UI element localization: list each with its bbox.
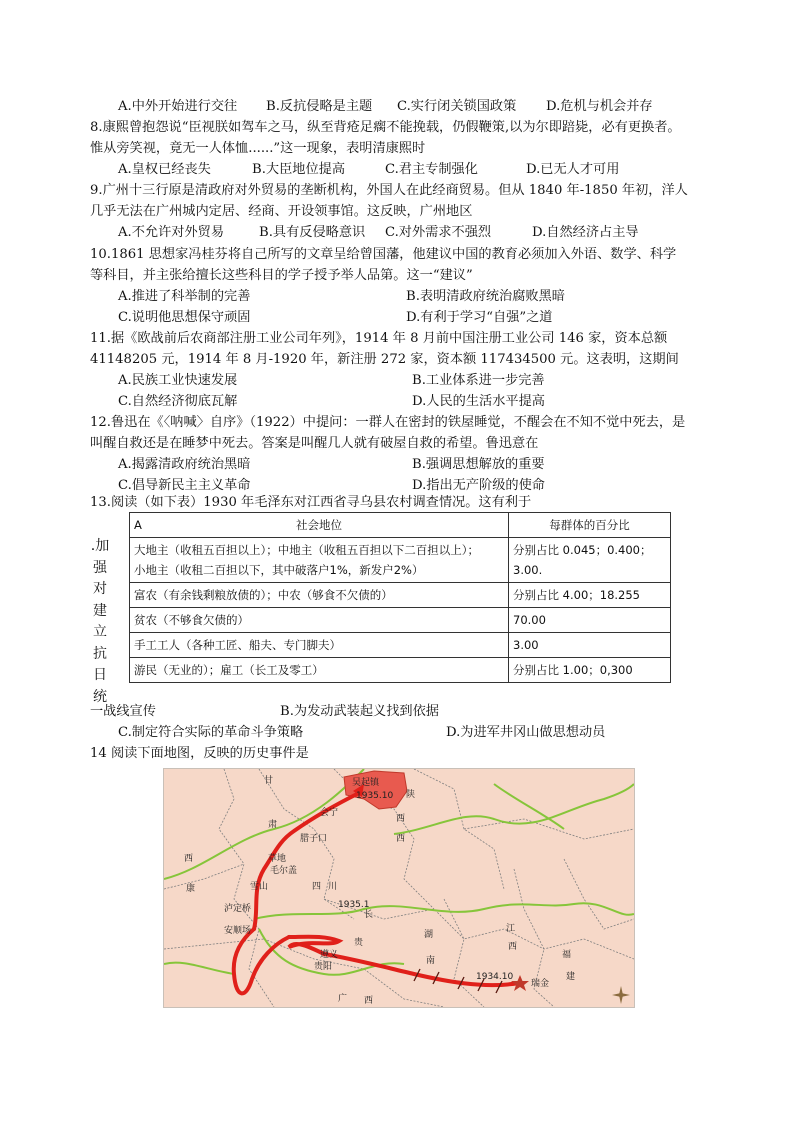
q10-stem-line2: 等科目，并主张给擅长这些科目的学子授予举人品第。这一“建议” <box>90 268 473 283</box>
table-cell-status: 贫农（不够食欠债的） <box>130 608 509 633</box>
table-header-row <box>130 513 671 538</box>
map-label-hu: 湖 <box>424 930 434 940</box>
q11-option-d: D.人民的生活水平提高 <box>412 394 545 409</box>
q13-vchar: 抗 <box>93 645 107 662</box>
table-cell-status: 游民（无业的）；雇工（长工及零工） <box>130 658 509 683</box>
q11-stem-line1: 11.据《欧战前后农商部注册工业公司年列》，1914 年 8 月前中国注册工业公司 146 家，资本总额 <box>90 331 668 346</box>
q13-option-d: D.为进军井冈山做思想动员 <box>446 725 606 740</box>
map-label-fu: 福 <box>562 950 572 960</box>
map-label-nan: 南 <box>426 956 436 966</box>
map-label-jiang: 江 <box>506 924 516 934</box>
table-cell-status: 富农（有余钱剩粮放债的）；中农（够食不欠债的） <box>130 583 509 608</box>
map-label-xi5: 西 <box>364 996 374 1006</box>
table-row <box>130 633 671 658</box>
table-corner-label: A <box>134 518 142 532</box>
q10-option-a: A.推进了科举制的完善 <box>118 289 251 304</box>
map-label-xi2: 西 <box>396 814 406 824</box>
map-label-huining: 会宁 <box>320 808 339 818</box>
map-label-date-start: 1934.10 <box>476 972 514 982</box>
q13-vchar: .加 <box>90 538 110 554</box>
q13-vchar: 日 <box>93 667 107 683</box>
q12-option-b: B.强调思想解放的重要 <box>412 457 545 472</box>
q11-option-a: A.民族工业快速发展 <box>118 373 238 388</box>
q10-option-d: D.有利于学习“自强”之道 <box>406 310 553 325</box>
q9-option-c: C.对外需求不强烈 <box>385 225 492 240</box>
q10-stem-line1: 10.1861 思想家冯桂芬将自己所写的文章呈给曾国藩，他建议中国的教育必须加入外语、数学、科学 <box>90 247 677 262</box>
table-row <box>130 608 671 633</box>
q13-option-a-vertical <box>90 536 110 708</box>
map-label-guiyang: 贵阳 <box>314 962 333 972</box>
q10-option-c: C.说明他思想保守顽固 <box>118 310 251 325</box>
ruijin-star-icon <box>511 975 529 991</box>
map-label-chuan: 川 <box>328 882 338 892</box>
map-label-lazikou: 腊子口 <box>300 834 328 844</box>
q13-vchar: 统 <box>93 688 107 705</box>
q14-stem: 14 阅读下面地图，反映的历史事件是 <box>90 746 309 761</box>
q8-option-d: D.已无人才可用 <box>526 162 620 177</box>
map-label-date-end: 1935.10 <box>356 791 394 801</box>
q12-option-d: D.指出无产阶级的使命 <box>412 478 545 493</box>
q9-option-b: B.具有反侵略意识 <box>259 225 366 240</box>
map-label-caodi: 草地 <box>268 854 287 864</box>
map-label-xueshan: 雪山 <box>250 882 269 892</box>
map-label-su: 肃 <box>268 820 278 830</box>
table-row <box>130 583 671 608</box>
table-header-status: A 社会地位 <box>130 513 509 538</box>
map-label-maoergai: 毛尔盖 <box>270 866 298 876</box>
map-label-luding: 泸定桥 <box>224 904 252 914</box>
q9-stem-line2: 几乎无法在广州城内定居、经商、开设领事馆。这反映，广州地区 <box>90 204 473 219</box>
q13-survey-table <box>129 512 671 683</box>
q7-option-c: C.实行闭关锁国政策 <box>397 99 517 114</box>
map-label-zunyi: 遵义 <box>320 950 339 960</box>
map-label-si: 四 <box>312 882 322 892</box>
map-label-xi: 西 <box>184 854 194 864</box>
table-cell-status: 大地主（收租五百担以上）；中地主（收租五百担以下二百担以上）； 小地主（收租二百担以下，其中破落户1%，新发户2%） <box>130 538 509 583</box>
map-label-jian: 建 <box>566 972 576 982</box>
northern-base-region <box>344 771 407 809</box>
q9-option-a: A.不允许对外贸易 <box>118 225 225 240</box>
long-march-map <box>163 768 635 1008</box>
q13-vchar: 强 <box>93 559 107 576</box>
table-row <box>130 658 671 683</box>
q12-stem-line2: 叫醒自救还是在睡梦中死去。答案是叫醒几人就有破屋自救的希望。鲁迅意在 <box>90 436 539 451</box>
q13-option-c: C.制定符合实际的革命斗争策略 <box>118 725 304 740</box>
table-cell-percent: 70.00 <box>509 608 671 633</box>
q8-stem-line1: 8.康熙曾抱怨说“臣视朕如驾车之马，纵至背疮足瘸不能挽载，仍假鞭策,以为尔即踣毙，必有更换者。 <box>90 120 681 135</box>
q9-option-d: D.自然经济占主导 <box>532 225 639 240</box>
q8-option-c: C.君主专制强化 <box>385 162 478 177</box>
table-cell-percent: 分别占比 1.00；0,300 <box>509 658 671 683</box>
table-header-percent: 每群体的百分比 <box>509 513 671 538</box>
map-label-ruijin: 瑞金 <box>531 979 550 989</box>
q13-option-a-tail: 一战线宣传 <box>90 704 156 719</box>
map-label-kang: 康 <box>186 884 196 894</box>
map-label-wuqizhen: 吴起镇 <box>352 778 380 788</box>
map-label-xi4: 西 <box>508 942 518 952</box>
q7-option-d: D.危机与机会并存 <box>546 99 653 114</box>
q9-stem-line1: 9.广州十三行原是清政府对外贸易的垄断机构，外国人在此经商贸易。但从 1840 年-1850 年初，洋人 <box>90 183 688 198</box>
q8-option-a: A.皇权已经丧失 <box>118 162 211 177</box>
table-cell-percent: 分别占比 0.045；0.400；3.00. <box>509 538 671 583</box>
map-label-gan: 甘 <box>264 776 274 786</box>
q13-stem: 13.阅读（如下表）1930 年毛泽东对江西省寻乌县农村调查情况。这有利于 <box>90 495 532 510</box>
q8-option-b: B.大臣地位提高 <box>252 162 346 177</box>
map-label-anshun: 安顺场 <box>224 926 252 936</box>
q12-option-c: C.倡导新民主主义革命 <box>118 478 251 493</box>
q10-option-b: B.表明清政府统治腐败黑暗 <box>406 289 565 304</box>
table-cell-percent: 3.00 <box>509 633 671 658</box>
q13-option-b: B.为发动武装起义找到依据 <box>280 704 439 719</box>
map-label-chang: 长 <box>364 910 374 920</box>
table-cell-status: 手工工人（各种工匠、船夫、专门脚夫） <box>130 633 509 658</box>
map-label-gui: 贵 <box>354 938 364 948</box>
q12-option-a: A.揭露清政府统治黑暗 <box>118 457 251 472</box>
map-drawing <box>164 769 634 1007</box>
q12-stem-line1: 12.鲁迅在《〈呐喊〉自序》（1922）中提问：一群人在密封的铁屋睡觉，不醒会在不知不觉中死去，是 <box>90 415 686 430</box>
q8-stem-line2: 惟从旁笑视，竟无一人体恤......”这一现象，表明清康熙时 <box>90 141 426 156</box>
table-row <box>130 538 671 583</box>
q11-option-b: B.工业体系进一步完善 <box>412 373 545 388</box>
map-label-xi3: 西 <box>396 834 406 844</box>
compass-rose-icon <box>612 986 630 1004</box>
q11-stem-line2: 41148205 元，1914 年 8 月-1920 年，新注册 272 家，资本额 117434500 元。这表明，这期间 <box>90 352 679 367</box>
q13-vchar: 建 <box>93 602 107 619</box>
map-label-date-zunyi: 1935.1 <box>338 900 370 910</box>
map-label-guang: 广 <box>338 994 348 1004</box>
q7-option-b: B.反抗侵略是主题 <box>266 99 373 114</box>
table-cell-percent: 分别占比 4.00；18.255 <box>509 583 671 608</box>
q7-option-a: A.中外开始进行交往 <box>118 99 238 114</box>
q13-vchar: 立 <box>93 624 107 640</box>
q13-vchar: 对 <box>93 581 107 597</box>
map-label-shan: 陕 <box>406 790 416 800</box>
q11-option-c: C.自然经济彻底瓦解 <box>118 394 238 409</box>
